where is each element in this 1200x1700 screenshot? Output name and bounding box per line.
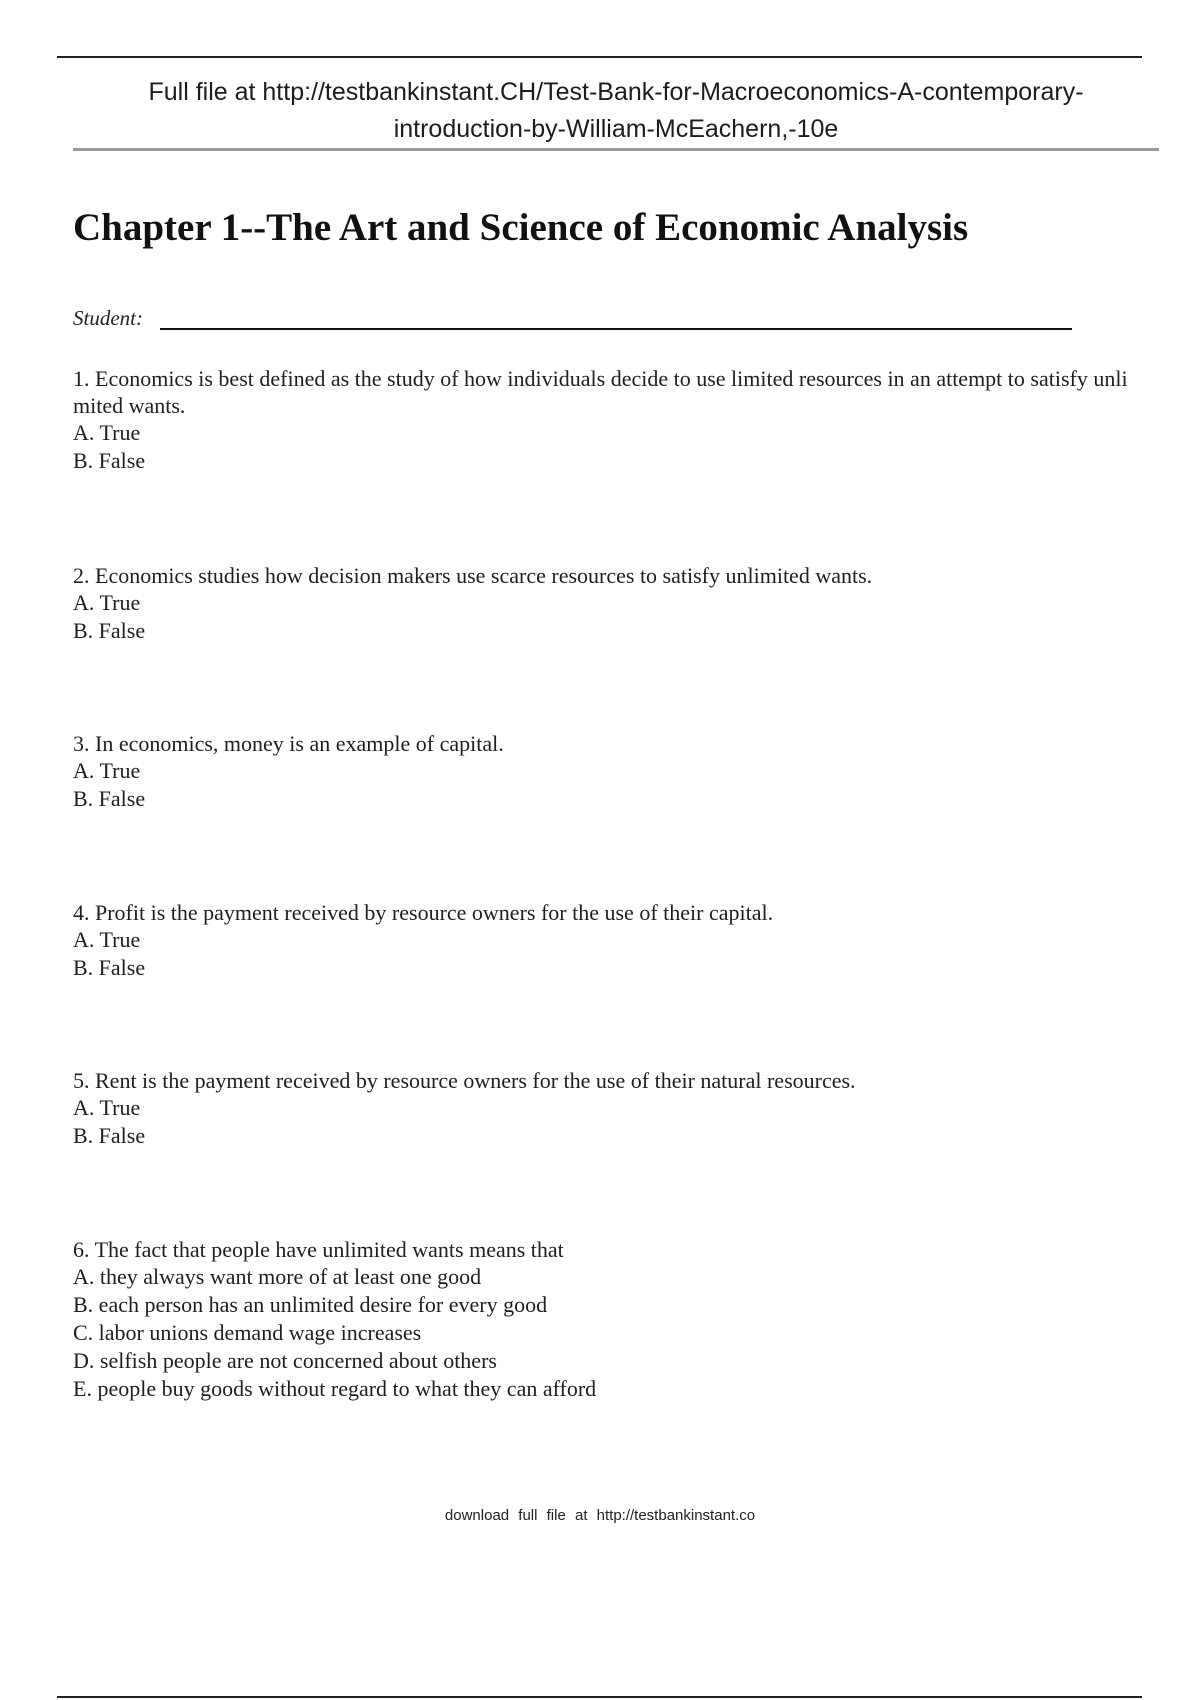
question-stem: 4. Profit is the payment received by resource owners for the use of their capital.	[73, 900, 774, 925]
student-label: Student:	[73, 306, 143, 330]
question-stem: 1. Economics is best defined as the study of how individuals decide to use limited resources in an attempt to satisfy unlimited wants.	[73, 366, 1128, 418]
answer-option: B. False	[73, 1123, 146, 1148]
answer-option: A. True	[73, 1095, 141, 1120]
question-4	[73, 899, 1133, 982]
answer-option: B. False	[73, 955, 146, 980]
answer-option: B. False	[73, 448, 146, 473]
question-6	[73, 1236, 1133, 1403]
header-divider	[73, 148, 1159, 151]
answer-options	[73, 926, 1133, 982]
answer-options	[73, 419, 1133, 475]
question-1	[73, 365, 1133, 475]
answer-option: B. each person has an unlimited desire for every good	[73, 1292, 548, 1317]
answer-options	[73, 1094, 1133, 1150]
question-5	[73, 1067, 1133, 1150]
bottom-border-rule	[57, 1696, 1142, 1698]
answer-options	[73, 757, 1133, 813]
download-footer: download full file at http://testbankinstant.co	[444, 1507, 756, 1524]
answer-option: A. True	[73, 420, 141, 445]
question-2	[73, 562, 1133, 645]
question-stem: 6. The fact that people have unlimited wants means that	[73, 1237, 564, 1262]
student-name-line	[160, 328, 1072, 330]
answer-option: A. True	[73, 927, 141, 952]
answer-option: B. False	[73, 786, 146, 811]
source-header-line-1: Full file at http://testbankinstant.CH/Test-Bank-for-Macroeconomics-A-contemporary-	[148, 78, 1084, 106]
answer-option: A. True	[73, 758, 141, 783]
question-stem: 5. Rent is the payment received by resource owners for the use of their natural resources.	[73, 1068, 856, 1093]
source-header-line-2: introduction-by-William-McEachern,-10e	[393, 115, 839, 143]
answer-option: C. labor unions demand wage increases	[73, 1320, 422, 1345]
answer-option: A. they always want more of at least one good	[73, 1264, 482, 1289]
top-border-rule	[57, 56, 1142, 58]
source-header	[73, 74, 1159, 148]
chapter-title: Chapter 1--The Art and Science of Economic Analysis	[73, 206, 969, 249]
answer-option: A. True	[73, 590, 141, 615]
question-3	[73, 730, 1133, 813]
answer-options	[73, 1263, 1133, 1403]
answer-option: E. people buy goods without regard to what they can afford	[73, 1376, 597, 1401]
answer-option: D. selfish people are not concerned about others	[73, 1348, 497, 1373]
answer-option: B. False	[73, 618, 146, 643]
question-stem: 3. In economics, money is an example of capital.	[73, 731, 504, 756]
answer-options	[73, 589, 1133, 645]
question-stem: 2. Economics studies how decision makers use scarce resources to satisfy unlimited wants.	[73, 563, 873, 588]
